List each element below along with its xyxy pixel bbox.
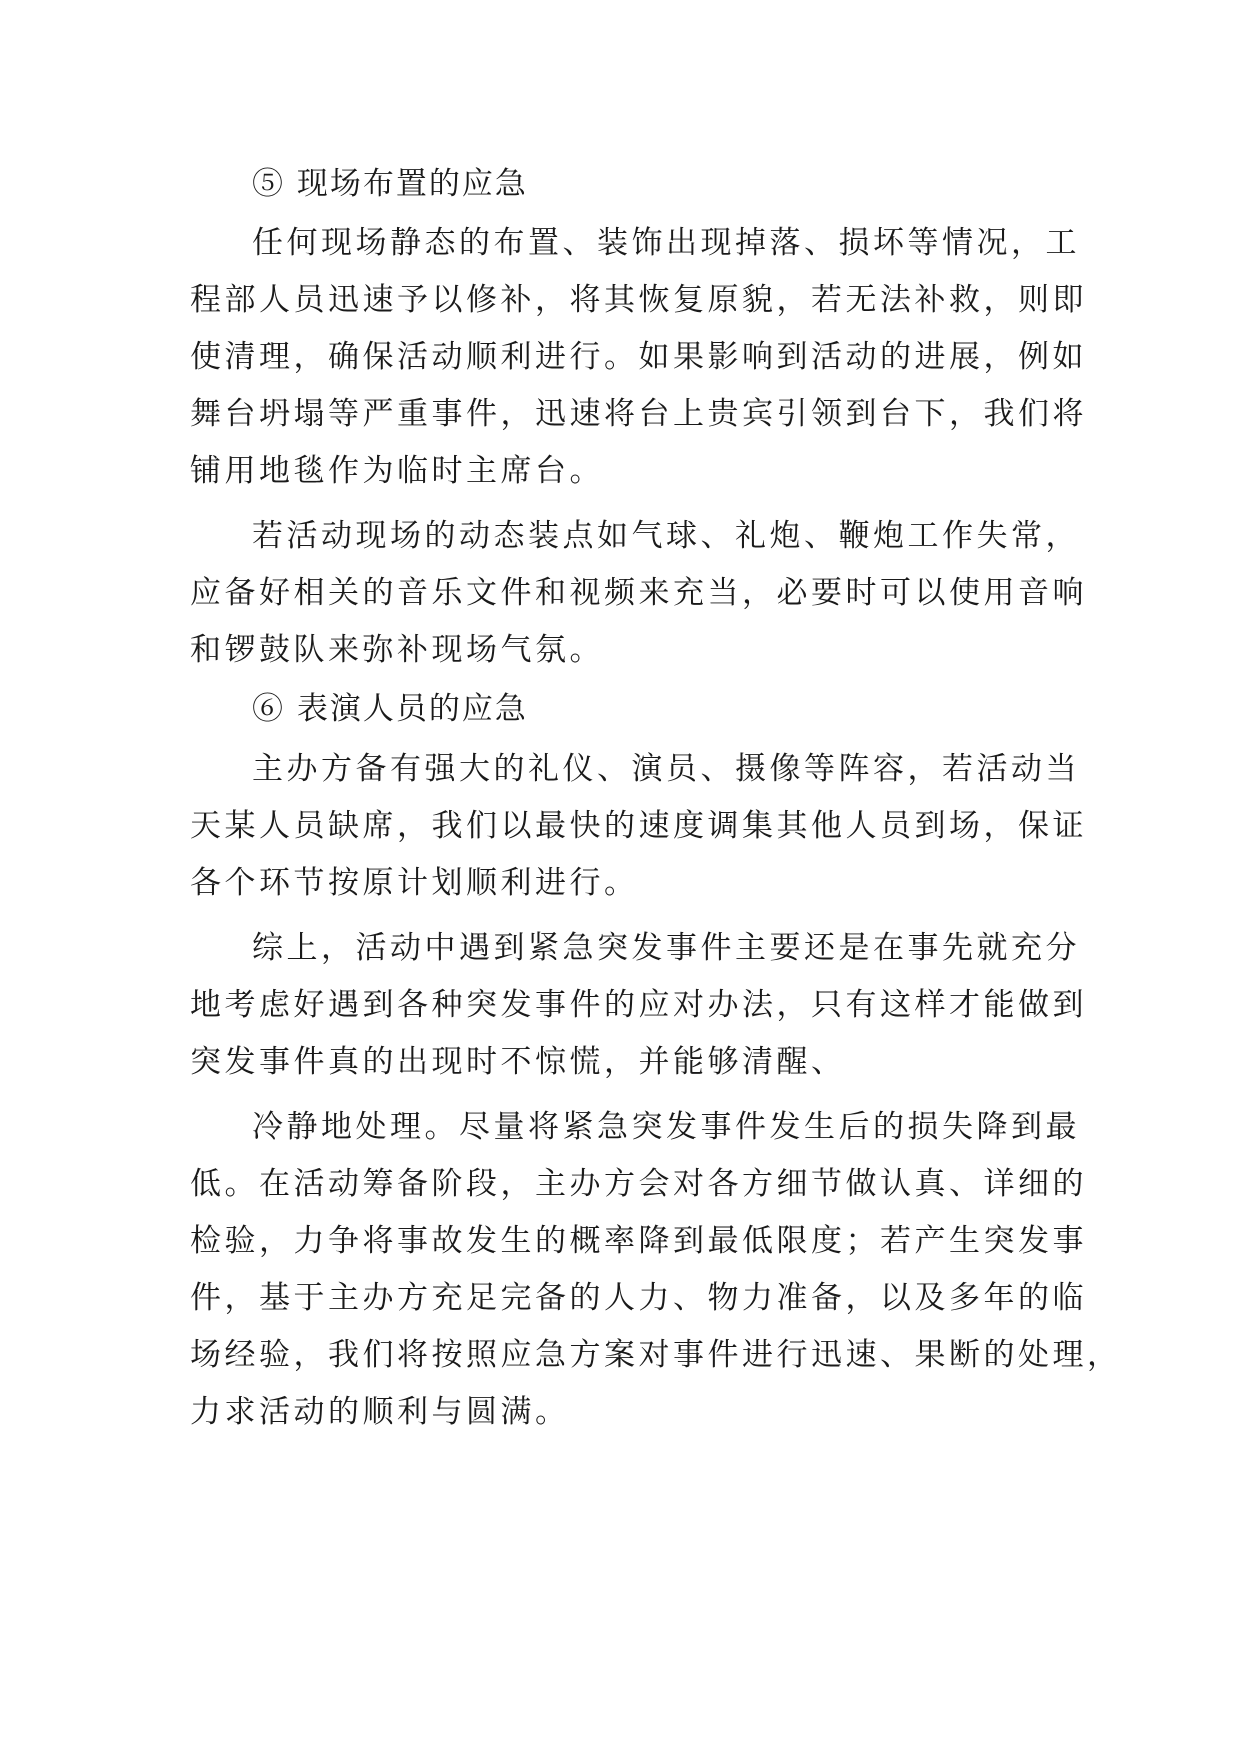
paragraph-line: 使清理，确保活动顺利进行。如果影响到活动的进展，例如 xyxy=(190,339,1087,375)
paragraph-line: 力求活动的顺利与圆满。 xyxy=(190,1394,570,1430)
paragraph-line: 天某人员缺席，我们以最快的速度调集其他人员到场，保证 xyxy=(190,808,1087,844)
paragraph-line: 任何现场静态的布置、装饰出现掉落、损坏等情况，工 xyxy=(252,225,1080,261)
paragraph-line: 各个环节按原计划顺利进行。 xyxy=(190,865,639,901)
paragraph-line: 冷静地处理。尽量将紧急突发事件发生后的损失降到最 xyxy=(252,1109,1080,1145)
paragraph-line: 应备好相关的音乐文件和视频来充当，必要时可以使用音响 xyxy=(190,575,1087,611)
paragraph-line: 和锣鼓队来弥补现场气氛。 xyxy=(190,632,604,668)
paragraph-line: 铺用地毯作为临时主席台。 xyxy=(190,453,604,489)
paragraph-line: 舞台坍塌等严重事件，迅速将台上贵宾引领到台下，我们将 xyxy=(190,396,1087,432)
paragraph-line: 程部人员迅速予以修补，将其恢复原貌，若无法补救，则即 xyxy=(190,282,1087,318)
paragraph-line: 检验，力争将事故发生的概率降到最低限度；若产生突发事 xyxy=(190,1223,1087,1259)
paragraph-line: 低。在活动筹备阶段，主办方会对各方细节做认真、详细的 xyxy=(190,1166,1087,1202)
section-heading-5: ⑤ 现场布置的应急 xyxy=(252,166,528,202)
paragraph-line: 若活动现场的动态装点如气球、礼炮、鞭炮工作失常， xyxy=(252,518,1080,554)
paragraph-line: 场经验，我们将按照应急方案对事件进行迅速、果断的处理， xyxy=(190,1337,1122,1373)
paragraph-line: 地考虑好遇到各种突发事件的应对办法，只有这样才能做到 xyxy=(190,987,1087,1023)
paragraph-line: 件，基于主办方充足完备的人力、物力准备，以及多年的临 xyxy=(190,1280,1087,1316)
paragraph-line: 主办方备有强大的礼仪、演员、摄像等阵容，若活动当 xyxy=(252,751,1080,787)
paragraph-line: 综上，活动中遇到紧急突发事件主要还是在事先就充分 xyxy=(252,930,1080,966)
section-heading-6: ⑥ 表演人员的应急 xyxy=(252,691,528,727)
paragraph-line: 突发事件真的出现时不惊慌，并能够清醒、 xyxy=(190,1044,846,1080)
